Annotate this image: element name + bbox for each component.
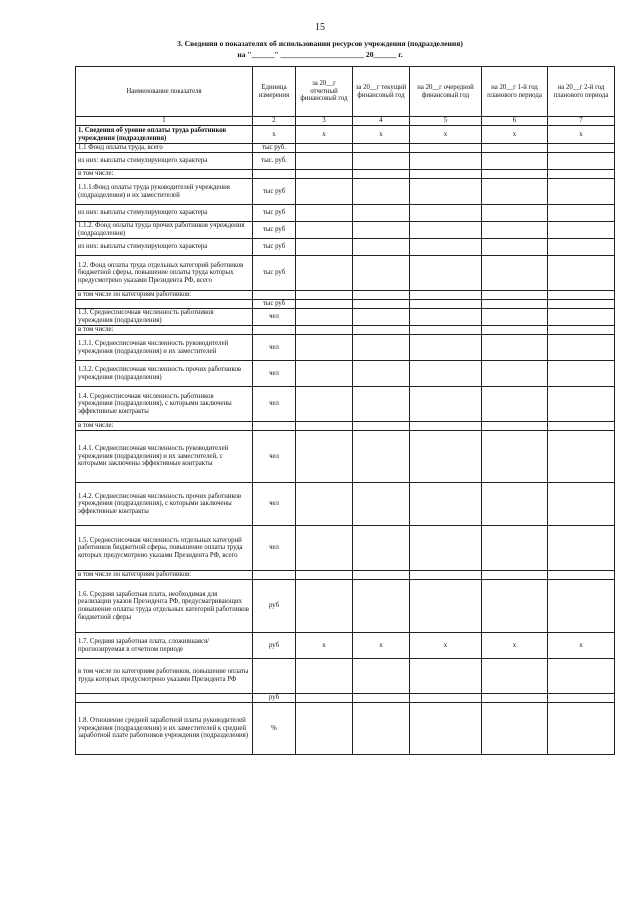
value-cell	[548, 659, 615, 694]
value-cell	[482, 222, 548, 239]
value-cell	[296, 291, 353, 300]
value-cell	[410, 422, 482, 431]
indicators-table	[75, 66, 615, 755]
table-row	[76, 526, 615, 571]
table-row	[76, 205, 615, 222]
indicator-name	[76, 300, 253, 309]
value-cell	[482, 179, 548, 205]
value-cell	[353, 170, 410, 179]
value-cell	[353, 361, 410, 387]
value-cell	[296, 256, 353, 291]
value-cell	[410, 239, 482, 256]
value-cell	[410, 153, 482, 170]
value-cell: х	[548, 633, 615, 659]
value-cell: х	[353, 126, 410, 144]
value-cell	[548, 179, 615, 205]
indicator-name: 1.8. Отношение средней заработной платы руководителей учреждения (подразделения) и их заместителей к средней заработной плате работников учреждения (подразделения)	[76, 703, 253, 755]
table-row	[76, 571, 615, 580]
unit-cell	[253, 422, 296, 431]
indicator-name: 1.3.1. Среднесписочная численность руководителей учреждения (подразделения) и их заместителей	[76, 335, 253, 361]
indicator-name: в том числе по категориям работников:	[76, 291, 253, 300]
form-title	[0, 38, 640, 60]
column-number: 7	[548, 117, 615, 126]
value-cell	[410, 326, 482, 335]
value-cell	[353, 153, 410, 170]
value-cell: х	[482, 126, 548, 144]
column-number: 4	[353, 117, 410, 126]
form-title-date: на "______" ______________________ 20______ г.	[237, 50, 403, 59]
value-cell	[482, 309, 548, 326]
value-cell	[410, 300, 482, 309]
value-cell: х	[410, 126, 482, 144]
value-cell	[548, 526, 615, 571]
unit-cell: х	[253, 126, 296, 144]
value-cell	[548, 326, 615, 335]
value-cell	[482, 300, 548, 309]
table-row	[76, 659, 615, 694]
value-cell: х	[296, 633, 353, 659]
unit-cell	[253, 571, 296, 580]
column-number: 3	[296, 117, 353, 126]
value-cell	[296, 179, 353, 205]
value-cell	[353, 291, 410, 300]
value-cell	[548, 300, 615, 309]
unit-cell: чел	[253, 483, 296, 526]
indicator-name: 1.2. Фонд оплаты труда отдельных категорий работников бюджетной сферы, повышение оплаты труда которых предусмотрено указами Президента РФ, всего	[76, 256, 253, 291]
value-cell	[410, 335, 482, 361]
value-cell	[410, 179, 482, 205]
value-cell	[482, 335, 548, 361]
unit-cell: чел	[253, 387, 296, 422]
value-cell	[353, 659, 410, 694]
value-cell	[353, 205, 410, 222]
unit-cell: руб	[253, 633, 296, 659]
column-number: 5	[410, 117, 482, 126]
unit-cell	[253, 659, 296, 694]
table-row	[76, 483, 615, 526]
value-cell	[353, 179, 410, 205]
unit-cell: чел	[253, 309, 296, 326]
table-row	[76, 309, 615, 326]
value-cell	[353, 144, 410, 153]
header-col3: за 20__г отчетный финансовый год	[296, 67, 353, 117]
unit-cell: руб	[253, 580, 296, 633]
value-cell	[482, 256, 548, 291]
unit-cell: чел	[253, 431, 296, 483]
value-cell	[548, 361, 615, 387]
indicator-name: в том числе по категориям работников:	[76, 571, 253, 580]
table-row	[76, 291, 615, 300]
table-row	[76, 361, 615, 387]
column-number: 2	[253, 117, 296, 126]
value-cell	[296, 703, 353, 755]
value-cell	[410, 431, 482, 483]
value-cell	[482, 144, 548, 153]
unit-cell: чел	[253, 361, 296, 387]
value-cell	[353, 483, 410, 526]
value-cell	[548, 694, 615, 703]
value-cell	[482, 580, 548, 633]
value-cell	[482, 526, 548, 571]
value-cell	[410, 144, 482, 153]
value-cell	[548, 153, 615, 170]
table-row	[76, 633, 615, 659]
value-cell: х	[548, 126, 615, 144]
unit-cell: тыс руб	[253, 179, 296, 205]
table-row	[76, 422, 615, 431]
unit-cell: тыс руб.	[253, 144, 296, 153]
value-cell	[410, 291, 482, 300]
indicator-name: 1.3.2. Среднесписочная численность прочих работников учреждения (подразделения)	[76, 361, 253, 387]
indicator-name: 1.5. Среднесписочная численность отдельных категорий работников бюджетной сферы, повышение оплаты труда которых предусмотрено указами Президента РФ, всего	[76, 526, 253, 571]
table-row	[76, 580, 615, 633]
value-cell	[353, 239, 410, 256]
table-row	[76, 256, 615, 291]
value-cell	[296, 526, 353, 571]
value-cell	[296, 309, 353, 326]
value-cell	[296, 659, 353, 694]
unit-cell: тыс руб	[253, 205, 296, 222]
table-row	[76, 153, 615, 170]
value-cell	[296, 170, 353, 179]
unit-cell: тыс руб	[253, 300, 296, 309]
column-number: 6	[482, 117, 548, 126]
value-cell	[482, 431, 548, 483]
value-cell	[353, 571, 410, 580]
indicator-name: 1.3. Среднесписочная численность работников учреждения (подразделения)	[76, 309, 253, 326]
value-cell	[353, 300, 410, 309]
value-cell	[482, 361, 548, 387]
value-cell	[296, 422, 353, 431]
indicator-name: 1.4. Среднесписочная численность работников учреждения (подразделения), с которыми заключены эффективные контракты	[76, 387, 253, 422]
header-name: Наименование показателя	[76, 67, 253, 117]
value-cell	[548, 170, 615, 179]
header-unit: Единица измерения	[253, 67, 296, 117]
value-cell	[296, 335, 353, 361]
table-row	[76, 703, 615, 755]
indicator-name: 1.4.2. Среднесписочная численность прочих работников учреждения (подразделения), с которыми заключены эффективные контракты	[76, 483, 253, 526]
value-cell	[548, 144, 615, 153]
indicator-name: 1.4.1. Среднесписочная численность руководителей учреждения (подразделения) и их заместителей, с которыми заключены эффективные контракты	[76, 431, 253, 483]
value-cell	[410, 387, 482, 422]
indicator-name: из них: выплаты стимулирующего характера	[76, 153, 253, 170]
indicator-name: 1.7. Средняя заработная плата, сложившаяся/прогнозируемая в отчетном периоде	[76, 633, 253, 659]
value-cell	[548, 309, 615, 326]
value-cell	[296, 483, 353, 526]
value-cell	[482, 387, 548, 422]
value-cell	[482, 291, 548, 300]
value-cell	[353, 256, 410, 291]
value-cell: х	[353, 633, 410, 659]
unit-cell: тыс руб	[253, 239, 296, 256]
value-cell	[353, 335, 410, 361]
value-cell	[548, 256, 615, 291]
value-cell	[548, 387, 615, 422]
indicator-name: в том числе:	[76, 422, 253, 431]
value-cell: х	[410, 633, 482, 659]
unit-cell: тыс руб	[253, 222, 296, 239]
value-cell	[482, 422, 548, 431]
indicator-name: 1.1 Фонд оплаты труда, всего	[76, 144, 253, 153]
value-cell	[482, 205, 548, 222]
value-cell	[296, 222, 353, 239]
value-cell	[296, 571, 353, 580]
table-row	[76, 239, 615, 256]
table-row	[76, 144, 615, 153]
value-cell	[353, 694, 410, 703]
table-row	[76, 387, 615, 422]
value-cell	[410, 703, 482, 755]
value-cell	[548, 580, 615, 633]
value-cell	[296, 300, 353, 309]
value-cell	[410, 309, 482, 326]
indicator-name: в том числе:	[76, 170, 253, 179]
value-cell	[482, 703, 548, 755]
indicator-name: в том числе:	[76, 326, 253, 335]
value-cell	[548, 205, 615, 222]
indicator-name	[76, 694, 253, 703]
value-cell	[353, 222, 410, 239]
value-cell	[410, 222, 482, 239]
value-cell	[482, 170, 548, 179]
column-number: 1	[76, 117, 253, 126]
form-title-main: 3. Сведения о показателях об использовании ресурсов учреждения (подразделения)	[177, 39, 463, 48]
unit-cell: тыс руб	[253, 256, 296, 291]
table-row	[76, 126, 615, 144]
unit-cell: руб	[253, 694, 296, 703]
value-cell	[548, 483, 615, 526]
header-col6: на 20__г 1-й год планового периода	[482, 67, 548, 117]
unit-cell: чел	[253, 526, 296, 571]
indicator-name: 1.6. Средняя заработная плата, необходимая для реализации указов Президента РФ, предусматривающих повышение оплаты труда отдельных категорий работников бюджетной сферы	[76, 580, 253, 633]
value-cell	[482, 483, 548, 526]
value-cell	[482, 694, 548, 703]
value-cell	[548, 703, 615, 755]
value-cell	[296, 431, 353, 483]
value-cell	[410, 361, 482, 387]
value-cell	[548, 422, 615, 431]
value-cell	[353, 387, 410, 422]
indicator-name: из них: выплаты стимулирующего характера	[76, 205, 253, 222]
header-row	[76, 67, 615, 117]
unit-cell: тыс. руб.	[253, 153, 296, 170]
column-number-row	[76, 117, 615, 126]
value-cell	[548, 222, 615, 239]
value-cell	[353, 580, 410, 633]
unit-cell	[253, 326, 296, 335]
value-cell	[548, 571, 615, 580]
value-cell	[482, 326, 548, 335]
indicator-name: 1.1.2. Фонд оплаты труда прочих работников учреждения (подразделения)	[76, 222, 253, 239]
indicator-name: в том числе по категориям работников, повышение оплаты труда которых предусмотрено указами Президента РФ	[76, 659, 253, 694]
value-cell	[296, 153, 353, 170]
value-cell: х	[482, 633, 548, 659]
table-row	[76, 335, 615, 361]
value-cell: х	[296, 126, 353, 144]
page-number: 15	[315, 22, 325, 33]
unit-cell	[253, 291, 296, 300]
table-row	[76, 694, 615, 703]
value-cell	[296, 361, 353, 387]
unit-cell: %	[253, 703, 296, 755]
value-cell	[296, 326, 353, 335]
value-cell	[410, 694, 482, 703]
indicator-name: 1.1.1.Фонд оплаты труда руководителей учреждения (подразделения) и их заместителей	[76, 179, 253, 205]
value-cell	[410, 526, 482, 571]
table-row	[76, 300, 615, 309]
value-cell	[353, 309, 410, 326]
value-cell	[353, 326, 410, 335]
value-cell	[353, 422, 410, 431]
value-cell	[548, 239, 615, 256]
value-cell	[296, 144, 353, 153]
value-cell	[296, 694, 353, 703]
header-col4: за 20__г текущий финансовый год	[353, 67, 410, 117]
value-cell	[548, 291, 615, 300]
table-row	[76, 222, 615, 239]
value-cell	[410, 256, 482, 291]
unit-cell	[253, 170, 296, 179]
value-cell	[353, 526, 410, 571]
table-row	[76, 179, 615, 205]
value-cell	[296, 239, 353, 256]
value-cell	[296, 580, 353, 633]
value-cell	[353, 703, 410, 755]
value-cell	[482, 571, 548, 580]
value-cell	[410, 580, 482, 633]
table-row	[76, 431, 615, 483]
value-cell	[482, 659, 548, 694]
value-cell	[296, 387, 353, 422]
indicator-name: 1. Сведения об уровне оплаты труда работников учреждения (подразделения)	[76, 126, 253, 144]
table-row	[76, 326, 615, 335]
value-cell	[482, 153, 548, 170]
header-col5: на 20__г очередной финансовый год	[410, 67, 482, 117]
header-col7: на 20__г 2-й год планового периода	[548, 67, 615, 117]
value-cell	[296, 205, 353, 222]
indicator-name: из них: выплаты стимулирующего характера	[76, 239, 253, 256]
value-cell	[410, 205, 482, 222]
value-cell	[353, 431, 410, 483]
value-cell	[410, 571, 482, 580]
value-cell	[548, 431, 615, 483]
value-cell	[410, 483, 482, 526]
value-cell	[482, 239, 548, 256]
value-cell	[548, 335, 615, 361]
unit-cell: чел	[253, 335, 296, 361]
value-cell	[410, 170, 482, 179]
table-row	[76, 170, 615, 179]
value-cell	[410, 659, 482, 694]
